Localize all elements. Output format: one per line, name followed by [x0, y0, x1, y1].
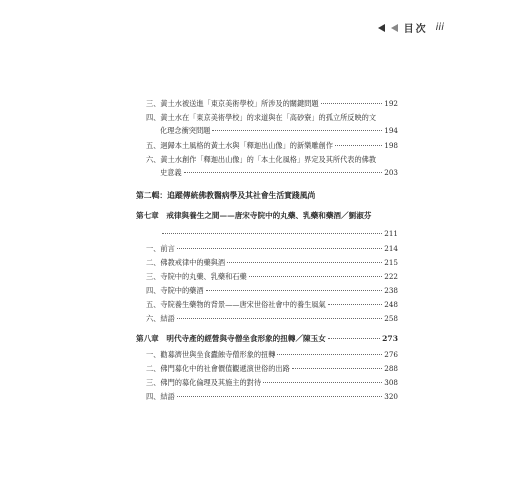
- leader-dots: [177, 318, 383, 319]
- toc-entry-title: 四、黃土水在「東京美術學校」的求道與在「高砂寮」的孤立所反映的文: [146, 113, 377, 122]
- toc-entry-title: 化理念衝突問題: [160, 126, 211, 135]
- toc-entry-title: 二、佛教戒律中的藥與酒: [146, 258, 226, 267]
- toc-entry: [136, 154, 398, 165]
- toc-entry: [136, 299, 398, 310]
- toc-entry-page: 215: [384, 258, 398, 267]
- toc-entry-title: 三、黃土水被送進「東京美術學校」所涉及的關鍵問題: [146, 99, 319, 108]
- toc-part-title: 第二輯：追蹤傳統佛教醫病學及其社會生活實踐風尚: [136, 191, 316, 200]
- toc-chapter-heading: [136, 333, 398, 344]
- leader-dots: [321, 103, 383, 104]
- toc-chapter-title: 第八章 明代寺產的經營與寺僧坐食形象的扭轉／陳玉女: [136, 334, 326, 343]
- toc-entry-title: 三、寺院中的丸藥、乳藥和石藥: [146, 272, 247, 281]
- leader-dots: [206, 290, 383, 291]
- toc-entry-title: 六、結語: [146, 314, 175, 323]
- toc-entry-page: 238: [384, 286, 398, 295]
- toc-entry-page: 198: [384, 141, 398, 150]
- toc-entry-page: 248: [384, 300, 398, 309]
- toc-entry-page: 211: [384, 229, 398, 238]
- leader-dots: [177, 248, 383, 249]
- leader-dots: [227, 262, 382, 263]
- toc-entry: [136, 140, 398, 151]
- toc-entry-page: 276: [384, 350, 398, 359]
- toc-chapter-title: 第七章 戒律與養生之間——唐宋寺院中的丸藥、乳藥和藥酒／劉淑芬: [136, 211, 372, 220]
- toc-entry: [136, 313, 398, 324]
- leader-dots: [263, 382, 382, 383]
- leader-dots: [184, 172, 383, 173]
- leader-dots: [177, 396, 383, 397]
- toc-entry: [136, 271, 398, 282]
- toc-entry-title: 五、寺院養生藥物的背景——唐宋世俗社會中的養生風氣: [146, 300, 326, 309]
- toc-entry-title: 四、寺院中的藥酒: [146, 286, 204, 295]
- toc-entry: [136, 349, 398, 360]
- toc-entry: [136, 228, 398, 239]
- toc-entry: [136, 377, 398, 388]
- toc-entry-title: 六、黃土水創作「釋迦出山像」的「本土化風格」界定及其所代表的佛教: [146, 155, 377, 164]
- toc-entry: [136, 391, 398, 402]
- toc-entry-title: 五、迴歸本土風格的黃土水與「釋迦出山像」的新樂雕創作: [146, 141, 333, 150]
- toc-entry: [136, 125, 398, 136]
- toc-entry-page: 258: [384, 314, 398, 323]
- toc-chapter-page: 273: [382, 334, 398, 343]
- toc-entry-title: 一、勸募濟世與坐食蠹蝕寺僧形象的扭轉: [146, 350, 276, 359]
- toc-entry-page: 203: [384, 168, 398, 177]
- running-head-title: 目次: [403, 24, 428, 35]
- leader-dots: [328, 338, 380, 339]
- toc-part-heading: [136, 190, 398, 201]
- toc-entry-page: 192: [384, 99, 398, 108]
- toc-entry: [136, 98, 398, 109]
- toc-entry-page: 320: [384, 392, 398, 401]
- toc-entry-page: 214: [384, 244, 398, 253]
- toc-entry-title: 四、結語: [146, 392, 175, 401]
- toc-entry: [136, 285, 398, 296]
- toc-entry: [136, 257, 398, 268]
- toc-entry: [136, 363, 398, 374]
- toc-chapter-heading: [136, 210, 398, 221]
- leader-dots: [277, 354, 382, 355]
- toc-entry-title: 史意義: [160, 168, 182, 177]
- toc-entry-page: 288: [384, 364, 398, 373]
- toc-entry-page: 194: [384, 126, 398, 135]
- leader-dots: [328, 304, 383, 305]
- toc-entry-title: 三、佛門的募化倫理及其施主的對待: [146, 378, 262, 387]
- toc-entry: [136, 243, 398, 254]
- leader-dots: [162, 233, 382, 234]
- triangle-left-icon: [391, 24, 398, 32]
- toc-entry: [136, 112, 398, 123]
- toc-entry: [136, 167, 398, 178]
- leader-dots: [335, 145, 382, 146]
- leader-dots: [249, 276, 383, 277]
- toc-entry-title: 一、前言: [146, 244, 175, 253]
- running-head: [378, 20, 444, 35]
- triangle-left-icon: [378, 24, 385, 32]
- leader-dots: [212, 130, 382, 131]
- toc-entry-page: 222: [384, 272, 398, 281]
- toc-entry-title: 二、佛門募化中的社會價值觀遞演世俗的出路: [146, 364, 290, 373]
- running-head-page-number: iii: [435, 22, 444, 33]
- leader-dots: [292, 368, 383, 369]
- toc-entry-page: 308: [384, 378, 398, 387]
